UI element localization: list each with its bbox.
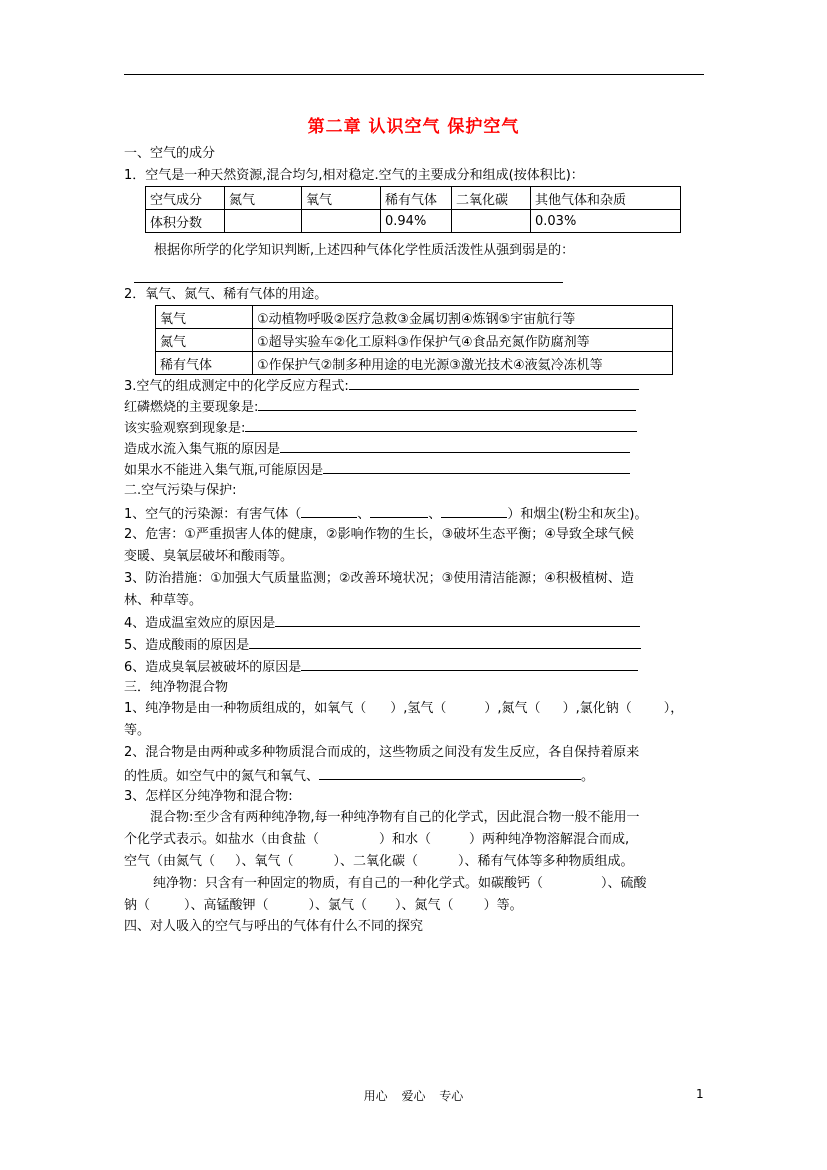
blank <box>370 505 428 518</box>
question-3d <box>124 461 630 479</box>
table-cell <box>452 210 531 233</box>
question-ozone <box>124 658 638 676</box>
table-cell: 稀有气体 <box>156 352 253 375</box>
text: ）,氢气（ <box>390 701 447 716</box>
blank <box>301 505 357 518</box>
page-number: 1 <box>696 1087 704 1101</box>
question-3 <box>124 377 639 395</box>
blank <box>249 636 641 649</box>
text: 空气（由氮气（ <box>124 854 216 869</box>
text: 钠（ <box>124 898 151 913</box>
question-3b-text: 该实验观察到现象是: <box>124 421 246 436</box>
text: ）、稀有气体等多种物质组成。 <box>458 854 634 869</box>
table-cell: 0.94% <box>381 210 452 233</box>
question-1b: 根据你所学的化学知识判断,上述四种气体化学性质活泼性从强到弱是的： <box>154 243 575 258</box>
text: 、 <box>428 507 442 522</box>
table-cell: ①超导实验车②化工原料③作保护气④食品充氮作防腐剂等 <box>253 329 673 352</box>
blank <box>319 767 581 780</box>
table-row <box>156 329 673 352</box>
footer-text: 用心 爱心 专心 <box>363 1089 464 1103</box>
blank <box>258 398 636 411</box>
question-2: 2．氧气、氮气、稀有气体的用途。 <box>124 287 328 302</box>
table-cell: 稀有气体 <box>381 187 452 210</box>
blank <box>323 461 630 474</box>
distinguish-heading: 3、怎样区分纯净物和混合物: <box>124 789 293 804</box>
table-cell: 氧气 <box>302 187 381 210</box>
table-cell: 氮气 <box>156 329 253 352</box>
section-3-heading: 三．纯净物混合物 <box>124 680 229 695</box>
table-cell: 体积分数 <box>146 210 225 233</box>
blank <box>245 419 637 432</box>
question-3c <box>124 440 630 458</box>
question-greenhouse <box>124 614 640 632</box>
page-title: 第二章 认识空气 保护空气 <box>307 117 520 137</box>
text: ）两种纯净物溶解混合而成, <box>469 832 630 847</box>
text: ）和水（ <box>379 832 432 847</box>
question-acid-rain <box>124 636 641 654</box>
pure-substance-line-2: 等。 <box>124 723 151 738</box>
text: 6、造成臭氧层被破坏的原因是 <box>124 660 302 675</box>
question-3-text: 3.空气的组成测定中的化学反应方程式: <box>124 379 349 394</box>
harm-line-2: 变暖、臭氧层破坏和酸雨等。 <box>124 549 294 564</box>
table-cell: 氧气 <box>156 306 253 329</box>
pure-def-line-1 <box>153 876 647 892</box>
measures-line-2: 林、种草等。 <box>124 593 203 608</box>
text: ）、氧气（ <box>235 854 294 869</box>
table-cell <box>225 210 302 233</box>
table-cell: 其他气体和杂质 <box>531 187 681 210</box>
blank <box>301 658 638 671</box>
mixture-def-line-1: 混合物:至少含有两种纯净物,每一种纯净物有自己的化学式，因此混合物一般不能用一 <box>150 810 640 825</box>
text: ）和烟尘(粉尘和灰尘)。 <box>507 507 648 522</box>
pure-substance-line <box>124 701 683 717</box>
table-cell: 氮气 <box>225 187 302 210</box>
table-row <box>156 352 673 375</box>
text: 纯净物：只含有一种固定的物质，有自己的一种化学式。如碳酸钙（ <box>153 876 544 891</box>
question-3c-text: 造成水流入集气瓶的原因是 <box>124 442 281 457</box>
text: 个化学式表示。如盐水（由食盐（ <box>124 832 320 847</box>
table-cell: ①动植物呼吸②医疗急救③金属切割④炼钢⑤宇宙航行等 <box>253 306 673 329</box>
text: ）、二氧化碳（ <box>333 854 419 869</box>
table-cell: 空气成分 <box>146 187 225 210</box>
header-rule <box>124 74 704 75</box>
text: 。 <box>581 769 595 784</box>
section-4-heading: 四、对人吸入的空气与呼出的气体有什么不同的探究 <box>124 919 424 934</box>
composition-table <box>145 186 681 233</box>
text: ）、氮气（ <box>395 898 454 913</box>
text: ）、高锰酸钾（ <box>184 898 269 913</box>
table-row <box>156 306 673 329</box>
text: 的性质。如空气中的氮气和氧气、 <box>124 769 320 784</box>
question-1: 1．空气是一种天然资源,混合均匀,相对稳定.空气的主要成分和组成(按体积比)： <box>124 168 584 183</box>
blank <box>280 440 630 453</box>
table-cell: ①作保护气②制多种用途的电光源③激光技术④液氦冷冻机等 <box>253 352 673 375</box>
text: ）、氯气（ <box>308 898 368 913</box>
table-cell: 0.03% <box>531 210 681 233</box>
text: 4、造成温室效应的原因是 <box>124 616 276 631</box>
section-1-heading: 一、空气的成分 <box>124 146 216 161</box>
text: 5、造成酸雨的原因是 <box>124 638 250 653</box>
air-composition-line <box>124 854 634 870</box>
measures-line-1: 3、防治措施：①加强大气质量监测；②改善环境状况；③使用清洁能源；④积极植树、造 <box>124 571 634 586</box>
blank <box>349 377 639 390</box>
text: 1、空气的污染源：有害气体（ <box>124 507 302 522</box>
pollution-sources <box>124 505 647 523</box>
question-3a <box>124 398 636 416</box>
table-cell <box>302 210 381 233</box>
text: 1、纯净物是由一种物质组成的，如氧气（ <box>124 701 367 716</box>
table-row <box>146 210 681 233</box>
mixture-line-2 <box>124 767 594 785</box>
harm-line-1: 2、危害：①严重损害人体的健康，②影响作物的生长，③破坏生态平衡；④导致全球气候 <box>124 527 634 542</box>
question-3b <box>124 419 637 437</box>
text: ）等。 <box>483 898 523 913</box>
text: 、 <box>357 507 371 522</box>
blank <box>441 505 507 518</box>
text: ）、硫酸 <box>601 876 647 891</box>
section-2-heading: 二.空气污染与保护: <box>124 483 237 498</box>
question-3d-text: 如果水不能进入集气瓶,可能原因是 <box>124 463 324 478</box>
uses-table <box>155 305 673 375</box>
question-3a-text: 红磷燃烧的主要现象是: <box>124 400 259 415</box>
pure-def-line-2 <box>124 898 523 914</box>
table-cell: 二氧化碳 <box>452 187 531 210</box>
mixture-line-1: 2、混合物是由两种或多种物质混合而成的，这些物质之间没有发生反应，各自保持着原来 <box>124 745 640 760</box>
table-row <box>146 187 681 210</box>
text: ）,氮气（ <box>484 701 541 716</box>
text: ）,氯化钠（ <box>562 701 632 716</box>
mixture-def-line-2 <box>124 832 629 848</box>
blank <box>275 614 640 627</box>
answer-line <box>134 282 563 283</box>
text: ）， <box>663 701 684 716</box>
